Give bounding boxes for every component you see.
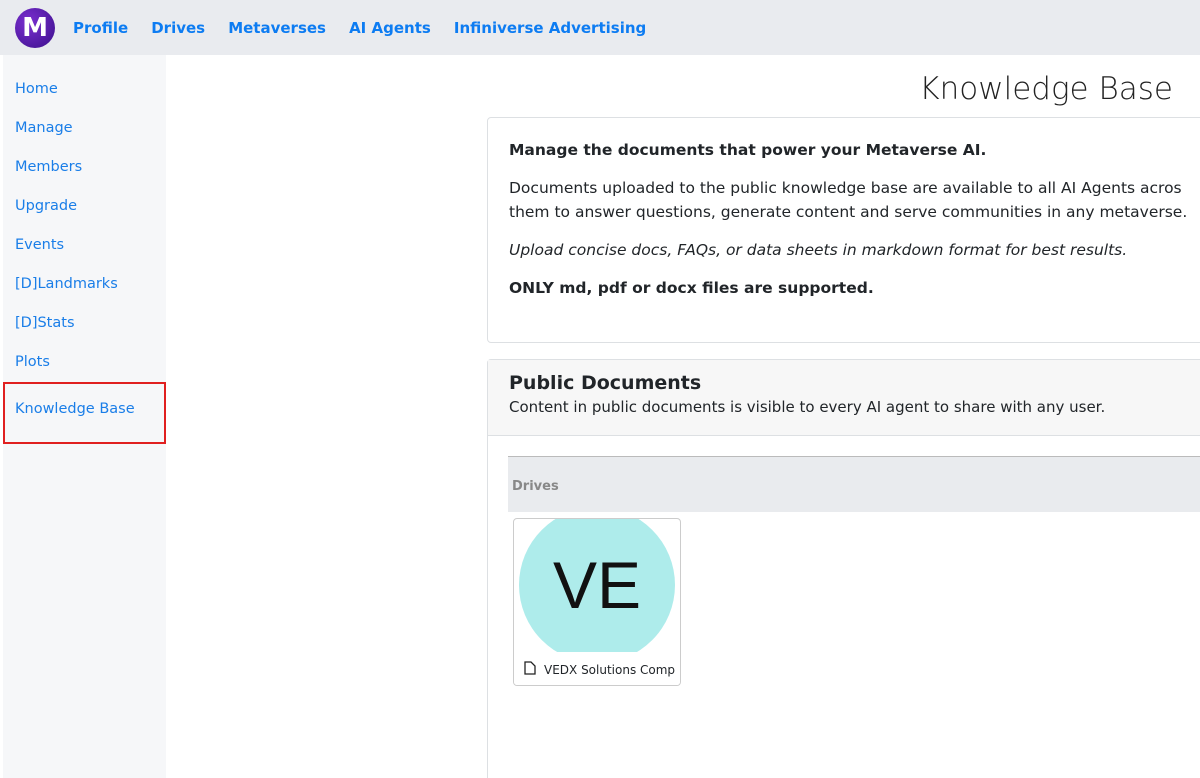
drives-header: Drives xyxy=(508,456,1200,512)
sidebar-item-upgrade[interactable]: Upgrade xyxy=(15,198,77,214)
public-documents-subtitle: Content in public documents is visible to every AI agent to share with any user. xyxy=(509,398,1106,416)
intro-heading: Manage the documents that power your Metaverse AI. xyxy=(509,141,987,159)
document-thumbnail: VE xyxy=(519,518,675,663)
sidebar-item-home[interactable]: Home xyxy=(15,81,58,97)
supported-formats: ONLY md, pdf or docx files are supported. xyxy=(509,279,874,297)
top-nav-bar xyxy=(0,0,1200,55)
nav-profile[interactable]: Profile xyxy=(73,19,129,37)
main-content xyxy=(487,55,1200,778)
main-nav xyxy=(73,18,664,37)
file-icon xyxy=(524,661,536,679)
sidebar-item-members[interactable]: Members xyxy=(15,159,83,175)
nav-ai-agents[interactable]: AI Agents xyxy=(349,19,431,37)
page-title: Knowledge Base xyxy=(919,71,1173,107)
public-documents-card xyxy=(487,359,1200,778)
intro-tip: Upload concise docs, FAQs, or data sheets in markdown format for best results. xyxy=(509,241,1128,259)
sidebar-item-stats[interactable]: [D]Stats xyxy=(15,315,75,331)
sidebar-item-plots[interactable]: Plots xyxy=(15,354,50,370)
document-tile[interactable] xyxy=(513,518,681,686)
document-name: VEDX Solutions Comp xyxy=(544,662,676,677)
sidebar-item-manage[interactable]: Manage xyxy=(15,120,73,136)
sidebar-item-events[interactable]: Events xyxy=(15,237,65,253)
intro-line-2: them to answer questions, generate content and serve communities in any metaverse. xyxy=(509,203,1188,221)
nav-drives[interactable]: Drives xyxy=(151,19,206,37)
sidebar-item-landmarks[interactable]: [D]Landmarks xyxy=(15,276,118,292)
app-logo[interactable]: M xyxy=(15,8,55,48)
intro-line-1: Documents uploaded to the public knowledge base are available to all AI Agents acros xyxy=(509,179,1182,197)
sidebar-item-knowledge-base[interactable]: Knowledge Base xyxy=(3,382,166,444)
intro-card xyxy=(487,117,1200,343)
nav-infiniverse-advertising[interactable]: Infiniverse Advertising xyxy=(453,19,647,37)
sidebar xyxy=(3,55,166,778)
public-documents-title: Public Documents xyxy=(509,372,702,394)
nav-metaverses[interactable]: Metaverses xyxy=(228,19,326,37)
